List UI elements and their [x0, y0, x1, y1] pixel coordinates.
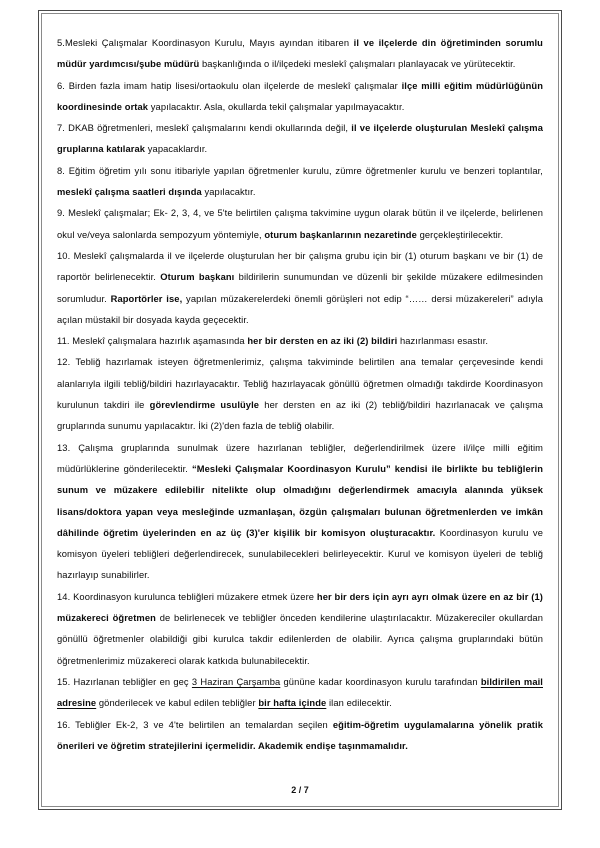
- page-content-area: [57, 33, 543, 799]
- paragraph-item-8: [57, 161, 543, 204]
- text-run: gönderilecek ve kabul edilen tebliğler: [96, 698, 259, 709]
- text-run: 16. Tebliğler Ek-2, 3 ve 4'te belirtilen an temalardan seçilen: [57, 719, 333, 730]
- text-run: bildirilen mail adresine: [57, 676, 543, 709]
- text-run: “Mesleki Çalışmalar Koordinasyon Kurulu” kendisi ile birlikte bu tebliğlerin sunum ve müzakere edilebilir nitelikte olup olmadığını değerlendirmek amacıyla alanında yüksek lisans/doktora yapan veya mesleğinde uzmanlaşan, özgün çalışmaları bulunan öğretmenlerden ve imkân dâhilinde öğretim üyelerinden en az üç (3)'er kişilik bir komisyon oluşturacaktır.: [57, 463, 544, 538]
- text-run: görevlendirme usulüyle: [149, 400, 260, 411]
- paragraph-item-5: [57, 33, 543, 76]
- text-run: de belirlenecek ve tebliğler önceden kendilerine ulaştırılacaktır. Müzakereciler okullardan gönüllü öğretmenler olabildiği gibi kurulca takdir edilenlerden de olabilir. Ayrıca çalışma gruplarındaki bütün öğretmenlerimiz müzakereci olarak katkıda bulunabilecektir.: [57, 613, 543, 666]
- text-run: eğitim-öğretim uygulamalarına yönelik pratik önerileri ve öğretim stratejilerini içermelidir. Akademik endişe taşınmamalıdır.: [57, 719, 543, 751]
- text-run: 7. DKAB öğretmenleri, meslekî çalışmalarını kendi okullarında değil,: [57, 123, 352, 134]
- text-run: yapacaklardır.: [145, 144, 208, 155]
- document-page: [38, 10, 562, 810]
- text-run: yapılacaktır.: [201, 187, 256, 198]
- paragraph-item-16: [57, 715, 543, 758]
- text-run: Raportörler ise,: [110, 293, 183, 304]
- paragraph-item-11: [57, 331, 543, 352]
- text-run: gerçekleştirilecektir.: [416, 229, 504, 240]
- paragraph-item-13: [57, 438, 543, 587]
- text-run: 10. Meslekî çalışmalarda il ve ilçelerde oluşturulan her bir çalışma grubu için bir (1) oturum başkanı ve bir (1) de raportör belirlenecektir.: [57, 250, 543, 283]
- text-run: gününe kadar koordinasyon kurulu tarafından: [280, 676, 481, 687]
- paragraph-item-7: [57, 118, 543, 161]
- text-run: 14. Koordinasyon kurulunca tebliğleri müzakere etmek üzere: [57, 591, 317, 602]
- text-run: her bir dersten en az iki (2) bildiri: [247, 336, 398, 347]
- text-run: Oturum başkanı: [160, 272, 235, 283]
- document-body: [57, 33, 543, 757]
- text-run: Koordinasyon kurulu ve komisyon üyeleri tebliğleri değerlendirecek, sunulabilecekleri belirleyecektir. Kurul ve komisyon üyeleri de tebliğ hazırlayıp sunabilirler.: [57, 527, 543, 581]
- page-number-footer: 2 / 7: [291, 785, 309, 795]
- text-run: 9. Meslekî çalışmalar; Ek- 2, 3, 4, ve 5'te belirtilen çalışma takvimine uygun olarak bütün il ve ilçelerde, belirlenen okul ve/veya salonlarda sempozyum yöntemiyle,: [57, 208, 543, 240]
- paragraph-item-9: [57, 203, 543, 246]
- paragraph-item-12: [57, 352, 543, 437]
- text-run: her dersten en az iki (2) tebliğ/bildiri hazırlanacak ve çalışma gruplarında sunumu yapılacaktır. İki (2)'den fazla de tebliğ olabilir.: [57, 400, 544, 432]
- text-run: meslekî çalışma saatleri dışında: [57, 187, 202, 198]
- text-run: ilan edilecektir.: [326, 698, 392, 709]
- text-run: yapılacaktır. Asla, okullarda tekil çalışmalar yapılmayacaktır.: [148, 101, 405, 112]
- text-run: 15. Hazırlanan tebliğler en geç: [57, 676, 192, 687]
- text-run: bildirilerin sunumundan ve düzenli bir şekilde müzakere edilmesinden sorumludur.: [57, 272, 543, 304]
- text-run: 3 Haziran Çarşamba: [191, 676, 281, 687]
- text-run: bir hafta içinde: [258, 698, 327, 709]
- text-run: oturum başkanlarının nezaretinde: [264, 229, 417, 240]
- paragraph-item-14: [57, 587, 543, 672]
- text-run: il ve ilçelerde oluşturulan Meslekî çalışma gruplarına katılarak: [57, 123, 543, 155]
- text-run: 11. Meslekî çalışmalara hazırlık aşamasında: [57, 336, 248, 347]
- text-run: 6. Birden fazla imam hatip lisesi/ortaokulu olan ilçelerde de meslekî çalışmalar: [57, 80, 402, 91]
- text-run: başkanlığında o il/ilçedeki meslekî çalışmaları planlayacak ve yürütecektir.: [199, 59, 516, 70]
- paragraph-item-15: [57, 672, 543, 715]
- text-run: 8. Eğitim öğretim yılı sonu itibariyle yapılan öğretmenler kurulu, zümre öğretmenler kurulu ve benzeri toplantılar,: [57, 165, 543, 176]
- text-run: 13. Çalışma gruplarında sunulmak üzere hazırlanan tebliğler, değerlendirilmek üzere il/ilçe milli eğitim müdürlüklerine gönderilecektir.: [57, 442, 543, 474]
- text-run: 12. Tebliğ hazırlamak isteyen öğretmenlerimiz, çalışma takviminde belirtilen ana temalar çerçevesinde kendi alanlarıyla ilgili tebliğ/bildiri hazırlayacaktır. Tebliğ hazırlayacak gönüllü öğretmen olmadığı takdirde Koordinasyon kurulunun takdiri ile: [57, 357, 543, 411]
- text-run: hazırlanması esastır.: [397, 336, 489, 347]
- text-run: her bir ders için ayrı ayrı olmak üzere en az bir (1) müzakereci öğretmen: [57, 591, 543, 624]
- text-run: ilçe milli eğitim müdürlüğünün koordinesinde ortak: [57, 80, 543, 112]
- paragraph-item-10: [57, 246, 543, 331]
- text-run: yapılan müzakerelerdeki önemli görüşleri not edip “…… dersi müzakereleri” adıyla açılan müstakil bir dosyada kayda geçecektir.: [57, 293, 543, 325]
- paragraph-item-6: [57, 76, 543, 119]
- text-run: il ve ilçelerde din öğretiminden sorumlu müdür yardımcısı/şube müdürü: [57, 38, 543, 70]
- text-run: 5.Mesleki Çalışmalar Koordinasyon Kurulu, Mayıs ayından itibaren: [57, 38, 354, 48]
